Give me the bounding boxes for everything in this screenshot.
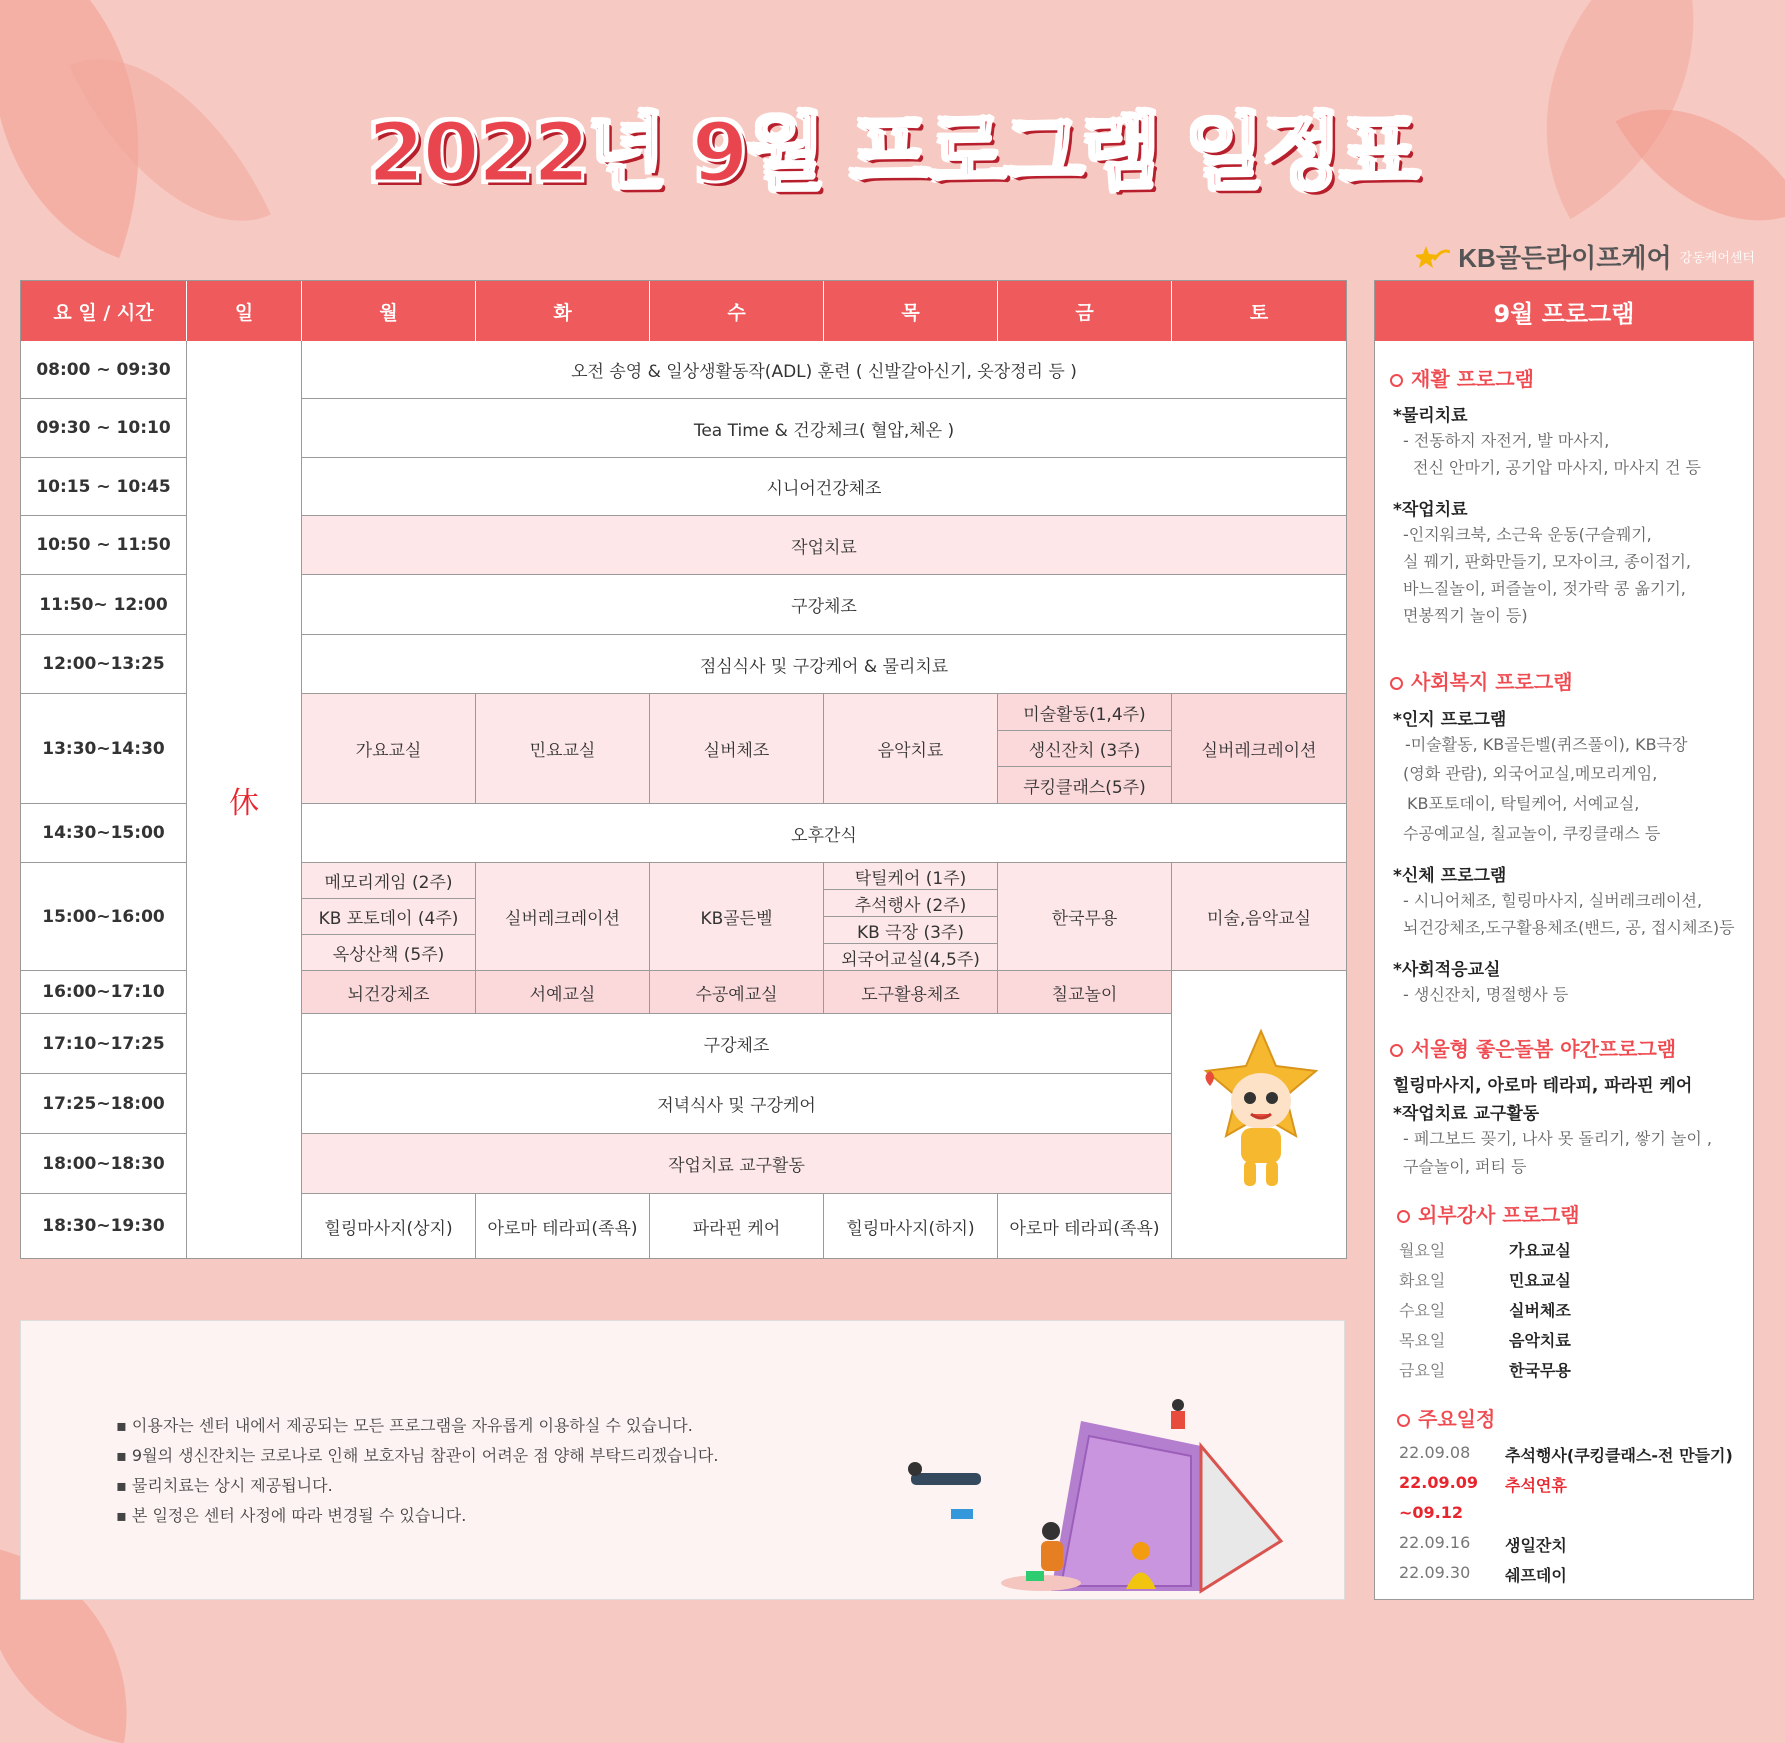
ot-line: 면봉찍기 놀이 등) (1403, 606, 1528, 625)
external-prog: 한국무용 (1509, 1361, 1571, 1380)
program-cell: 파라핀 케어 (650, 1194, 824, 1258)
event-date: 22.09.09 (1399, 1473, 1478, 1492)
event-name: 추석행사(쿠킹클래스-전 만들기) (1505, 1446, 1733, 1465)
pt-line: - 전동하지 자전거, 발 마사지, (1403, 431, 1610, 450)
body-line: 뇌건강체조,도구활용체조(밴드, 공, 접시체조)등 (1403, 918, 1735, 937)
time-cell: 18:00~18:30 (21, 1134, 187, 1194)
program-row: 오전 송영 & 일상생활동작(ADL) 훈련 ( 신발갈아신기, 옷장정리 등 ) (302, 341, 1346, 399)
program-row: 저녁식사 및 구강케어 (302, 1074, 1172, 1134)
sunday-rest: 休 (187, 341, 302, 1258)
program-row: Tea Time & 건강체크( 혈압,체온 ) (302, 399, 1346, 458)
book-reading-illustration (901, 1391, 1331, 1601)
event-date: 22.09.08 (1399, 1443, 1471, 1462)
night-sub-heading: *작업치료 교구활동 (1393, 1104, 1540, 1124)
program-cell: 생신잔치 (3주) (998, 731, 1172, 767)
time-cell: 11:50~ 12:00 (21, 575, 187, 635)
external-day: 월요일 (1399, 1241, 1446, 1260)
time-cell: 17:25~18:00 (21, 1074, 187, 1134)
program-cell: 도구활용체조 (824, 971, 998, 1014)
brand-name: KB골든라이프케어 (1458, 243, 1672, 273)
program-cell: 서예교실 (476, 971, 650, 1014)
ot-line: 바느질놀이, 퍼즐놀이, 젓가락 콩 옮기기, (1403, 579, 1686, 598)
external-day: 화요일 (1399, 1271, 1446, 1290)
time-cell: 09:30 ~ 10:10 (21, 399, 187, 458)
header-mon: 월 (302, 281, 476, 341)
program-cell: 수공예교실 (650, 971, 824, 1014)
program-cell: KB 극장 (3주) (824, 917, 998, 944)
circle-bullet-icon (1397, 1210, 1410, 1223)
program-row: 오후간식 (302, 804, 1346, 863)
center-name: 강동케어센터 (1679, 250, 1755, 265)
event-name: 쉐프데이 (1505, 1566, 1567, 1585)
program-cell: KB 포토데이 (4주) (302, 899, 476, 935)
circle-bullet-icon (1390, 1044, 1403, 1057)
pt-heading: *물리치료 (1393, 406, 1468, 426)
external-section-heading: 외부강사 프로그램 (1397, 1199, 1580, 1228)
pt-line: 전신 안마기, 공기압 마사지, 마사지 건 등 (1413, 458, 1701, 477)
program-cell: 탁틸케어 (1주) (824, 863, 998, 890)
side-panel-title: 9월 프로그램 (1375, 281, 1753, 341)
brand-logo (1416, 238, 1755, 275)
circle-bullet-icon (1390, 374, 1403, 387)
ot-line: 실 꿰기, 판화만들기, 모자이크, 종이접기, (1403, 552, 1691, 571)
header-thu: 목 (824, 281, 998, 341)
note-line: ▪ 9월의 생신잔치는 코로나로 인해 보호자님 참관이 어려운 점 양해 부탁드리겠습니다. (116, 1446, 719, 1465)
time-cell: 15:00~16:00 (21, 863, 187, 971)
note-line: ▪ 이용자는 센터 내에서 제공되는 모든 프로그램을 자유롭게 이용하실 수 있습니다. (116, 1416, 693, 1435)
social-line: - 생신잔치, 명절행사 등 (1403, 985, 1569, 1004)
external-day: 금요일 (1399, 1361, 1446, 1380)
external-day: 수요일 (1399, 1301, 1446, 1320)
header-wed: 수 (650, 281, 824, 341)
header-tue: 화 (476, 281, 650, 341)
program-cell: 메모리게임 (2주) (302, 863, 476, 899)
body-line: - 시니어체조, 힐링마사지, 실버레크레이션, (1403, 891, 1703, 910)
circle-bullet-icon (1390, 677, 1403, 690)
program-row: 시니어건강체조 (302, 458, 1346, 516)
schedule-table (20, 280, 1347, 1259)
notes-box (20, 1320, 1345, 1600)
event-name: 추석연휴 (1505, 1476, 1567, 1495)
event-date: 22.09.30 (1399, 1563, 1471, 1582)
time-cell: 10:50 ~ 11:50 (21, 516, 187, 575)
program-cell: 미술,음악교실 (1172, 863, 1346, 971)
program-cell: 힐링마사지(하지) (824, 1194, 998, 1258)
program-cell: 실버레크레이션 (1172, 694, 1346, 804)
program-side-panel (1374, 280, 1754, 1600)
program-cell: 민요교실 (476, 694, 650, 804)
social-heading: *사회적응교실 (1393, 960, 1501, 980)
time-cell: 10:15 ~ 10:45 (21, 458, 187, 516)
cog-line: KB포토데이, 탁틸케어, 서예교실, (1407, 794, 1640, 813)
program-row: 구강체조 (302, 1014, 1172, 1074)
header-day-time: 요 일 / 시간 (21, 281, 187, 341)
program-cell: 아로마 테라피(족욕) (998, 1194, 1172, 1258)
time-cell: 08:00 ~ 09:30 (21, 341, 187, 399)
kb-star-icon (1416, 244, 1450, 270)
body-heading: *신체 프로그램 (1393, 866, 1507, 886)
program-cell: 실버체조 (650, 694, 824, 804)
program-cell: 추석행사 (2주) (824, 890, 998, 917)
program-cell: 한국무용 (998, 863, 1172, 971)
night-section-heading: 서울형 좋은돌봄 야간프로그램 (1390, 1033, 1676, 1062)
external-prog: 민요교실 (1509, 1271, 1571, 1290)
external-prog: 가요교실 (1509, 1241, 1571, 1260)
program-cell: 실버레크레이션 (476, 863, 650, 971)
external-day: 목요일 (1399, 1331, 1446, 1350)
ot-line: -인지워크북, 소근육 운동(구슬꿰기, (1403, 525, 1652, 544)
events-section-heading: 주요일정 (1397, 1403, 1495, 1432)
program-cell: 쿠킹클래스(5주) (998, 767, 1172, 804)
cog-line: (영화 관람), 외국어교실,메모리게임, (1403, 764, 1658, 783)
program-cell: 뇌건강체조 (302, 971, 476, 1014)
program-cell: 힐링마사지(상지) (302, 1194, 476, 1258)
header-fri: 금 (998, 281, 1172, 341)
external-prog: 음악치료 (1509, 1331, 1571, 1350)
header-sat: 토 (1172, 281, 1346, 341)
event-date: 22.09.16 (1399, 1533, 1471, 1552)
program-cell: 외국어교실(4,5주) (824, 944, 998, 971)
note-line: ▪ 본 일정은 센터 사정에 따라 변경될 수 있습니다. (116, 1506, 467, 1525)
cog-line: -미술활동, KB골든벨(퀴즈풀이), KB극장 (1405, 735, 1688, 754)
welfare-section-heading: 사회복지 프로그램 (1390, 666, 1573, 695)
night-sub-line: - 페그보드 꽂기, 나사 못 돌리기, 쌓기 놀이 , (1403, 1129, 1713, 1148)
time-cell: 17:10~17:25 (21, 1014, 187, 1074)
program-cell: 가요교실 (302, 694, 476, 804)
cog-heading: *인지 프로그램 (1393, 710, 1507, 730)
ot-heading: *작업치료 (1393, 500, 1468, 520)
program-cell: KB골든벨 (650, 863, 824, 971)
program-row: 구강체조 (302, 575, 1346, 635)
header-sun: 일 (187, 281, 302, 341)
program-row: 작업치료 교구활동 (302, 1134, 1172, 1194)
event-name: 생일잔치 (1505, 1536, 1567, 1555)
cog-line: 수공예교실, 칠교놀이, 쿠킹클래스 등 (1403, 824, 1661, 843)
rehab-section-heading: 재활 프로그램 (1390, 363, 1534, 392)
program-row: 점심식사 및 구강케어 & 물리치료 (302, 635, 1346, 694)
circle-bullet-icon (1397, 1414, 1410, 1427)
time-cell: 16:00~17:10 (21, 971, 187, 1014)
time-cell: 14:30~15:00 (21, 804, 187, 863)
time-cell: 18:30~19:30 (21, 1194, 187, 1258)
kb-star-mascot-illustration (1196, 1026, 1326, 1196)
program-cell: 옥상산책 (5주) (302, 935, 476, 971)
time-cell: 12:00~13:25 (21, 635, 187, 694)
time-cell: 13:30~14:30 (21, 694, 187, 804)
event-date: ~09.12 (1399, 1503, 1464, 1522)
program-cell: 미술활동(1,4주) (998, 694, 1172, 731)
external-prog: 실버체조 (1509, 1301, 1571, 1320)
program-cell: 음악치료 (824, 694, 998, 804)
program-cell: 아로마 테라피(족욕) (476, 1194, 650, 1258)
page-title: 2022년 9월 프로그램 일정표 (367, 106, 1418, 201)
program-row: 작업치료 (302, 516, 1346, 575)
note-line: ▪ 물리치료는 상시 제공됩니다. (116, 1476, 333, 1495)
night-line: 힐링마사지, 아로마 테라피, 파라핀 케어 (1393, 1076, 1693, 1096)
program-cell: 칠교놀이 (998, 971, 1172, 1014)
night-sub-line: 구슬놀이, 퍼티 등 (1403, 1157, 1527, 1176)
